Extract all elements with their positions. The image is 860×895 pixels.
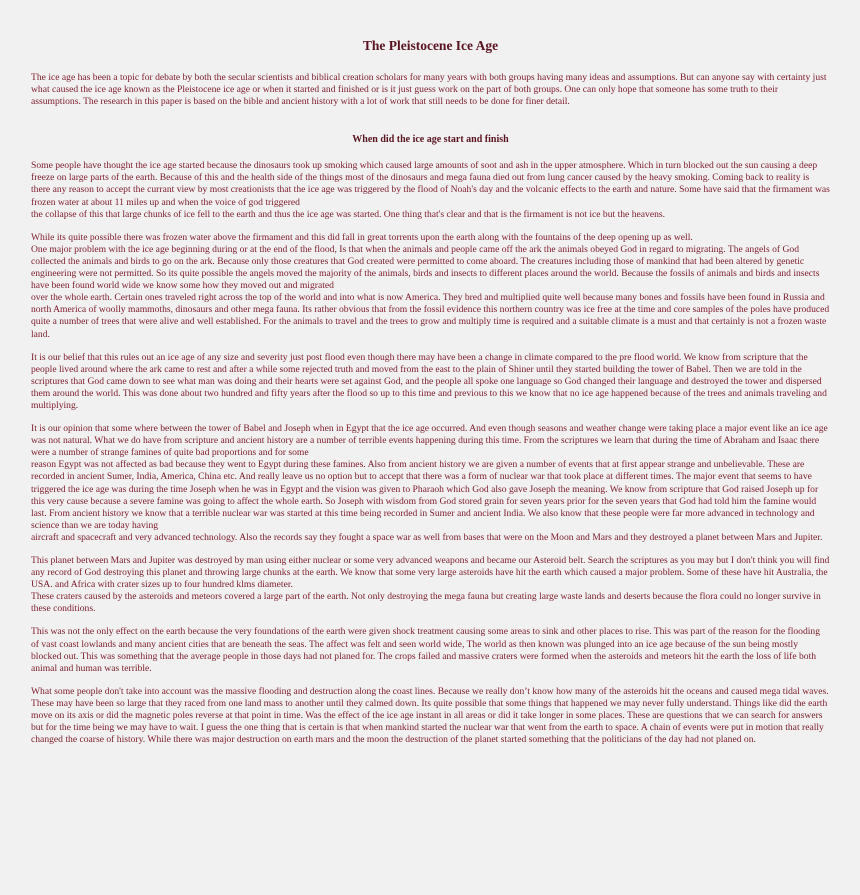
intro-paragraph: The ice age has been a topic for debate by both the secular scientists and biblical creation scholars for many years with both groups having many ideas and assumptions. But can anyone say with certainty just what caused the ice age known as the Pleistocene ice age or when it started and finished or is it just guess work on the part of both groups. One can only hope that someone has some truth to their assumptions. The research in this paper is based on the bible and ancient history with a lot of work that still needs to be done for finer detail. — [31, 72, 827, 108]
body-paragraph-5: This planet between Mars and Jupiter was destroyed by man using either nuclear or some very advanced weapons and became our Asteroid belt. Search the scriptures as you may but I don't think you will find any record of God destroying this planet and throwing large chunks at the earth. We know that some very large asteroids have hit the earth which caused a major problem. Some of these have hit Australia, the USA. and Africa with crater sizes up to four hundred klms diameter. These craters caused by the asteroids and meteors covered a large part of the earth. Not only destroying the mega fauna but creating large waste lands and deserts because the flora could no longer survive in these conditions. — [31, 555, 830, 615]
body-paragraph-4: It is our opinion that some where between the tower of Babel and Joseph when in Egypt that the ice age occurred. And even though seasons and weather change were taking place a major event like an ice age was not natural. What we do have from scripture and ancient history are a number of terrible events happening during this time. From the scriptures we learn that during the time of Abraham and Isaac there were a number of strange famines of quite bad proportions and for some reason Egypt was not affected as bad because they went to Egypt during these famines. Also from ancient history we are given a number of events that at first appear strange and unbelievable. These are recorded in ancient Sumer, India, America, China etc. And really leave us no option but to accept that there was a form of nuclear war that took place at different times. The major event that seems to have triggered the ice age was during the time Joseph when he was in Egypt and the vision was given to Pharaoh which God also gave Joseph the meaning. We know from scripture that God raised Joseph up for this very cause because a severe famine was going to affect the whole earth. So Joseph with wisdom from God stored grain for seven years prior for the seven years that God had told him the famine would last. From ancient history we know that a terrible nuclear war was started at this time being recorded in Sumer and ancient India. We also know that these people were far more advanced in technology and science than we are today having aircraft and spacecraft and very advanced technology. Also the records say they fought a space war as well from bases that were on the Moon and Mars and they destroyed a planet between Mars and Jupiter. — [31, 423, 828, 543]
body-paragraph-6: This was not the only effect on the earth because the very foundations of the earth were given shock treatment causing some areas to sink and other places to rise. This was part of the reason for the flooding of vast coast lowlands and many ancient cities that are beneath the seas. The affect was felt and seen world wide, The world as then known was plunged into an ice age because of the sun being mostly blocked out. This was something that the average people in those days had not planed for. The crops failed and massive craters were formed when the asteroids and meteors hit the earth the loss of life both animal and human was terrible. — [31, 626, 821, 674]
document-title: The Pleistocene Ice Age — [362, 38, 499, 53]
body-paragraph-1: Some people have thought the ice age started because the dinosaurs took up smoking which caused large amounts of soot and ash in the upper atmosphere. Which in turn blocked out the sun causing a deep freeze on large parts of the earth. Because of this and the health side of the things most of the dinosaurs and mega fauna died out from lung cancer caused by the heavy smoking. Coming back to reality is there any reason to accept the currant view by most creationists that the ice age was triggered by the flood of Noah's day and the volcanic effects to the earth and nature. Some have said that the firmament was frozen water at about 11 miles up and when the voice of god triggered the collapse of this that large chunks of ice fell to the earth and thus the ice age was started. One thing that's clear and that is the firmament is not ice but the heavens. — [31, 160, 830, 220]
body-paragraph-3: It is our belief that this rules out an ice age of any size and severity just post flood even though there may have been a change in climate compared to the pre flood world. We know from scripture that the people lived around where the ark came to rest and after a while some rejected truth and moved from the east to the plain of Shiner until they started building the tower of Babel. Then we are told in the scriptures that God came down to see what man was doing and their hearts were set against God, and the people all spoke one language so God changed their language and destroyed the tower and dispersed them around the world. This was done about two hundred and fifty years after the flood so up to this time and previous to this we know that no ice age happened because of the trees and animals traveling and multiplying. — [31, 351, 827, 411]
body-paragraph-7: What some people don't take into account was the massive flooding and destruction along the coast lines. Because we really don’t know how many of the asteroids hit the oceans and caused mega tidal waves. These may have been so large that they raced from one land mass to another until they calmed down. Its quite possible that some things that happened we may never fully understand. Things like did the earth move on its axis or did the magnetic poles reverse at that point in time. Was the effect of the ice age instant in all areas or did it take longer in some places. These are questions that we can search for answers but for the time being we may have to wait. I guess the one thing that is certain is that when mankind started the nuclear war that went from the earth to space. A chain of events were put in motion that really changed the coarse of history. While there was major destruction on earth mars and the moon the destruction of the planet started something that the politicians of the day had not planed on. — [31, 685, 829, 746]
section-heading: When did the ice age start and finish — [352, 134, 509, 146]
body-paragraph-2: While its quite possible there was frozen water above the firmament and this did fall in great torrents upon the earth along with the fountains of the deep opening up as well. One major problem with the ice age beginning during or at the end of the flood, Is that when the animals and people came off the ark the animals obeyed God in regard to migrating. The angels of God collected the animals and birds to go on the ark. Because only those creatures that God created were permitted to come aboard. The creatures including those of mankind that had been altered by genetic engineering were not permitted. So its quite possible the angels moved the majority of the animals, birds and insects to different places around the world. Because the fossils of animals and birds and insects have been found world wide we know some how they moved out and migrated over the whole earth. Certain ones traveled right across the top of the world and into what is now America. They bred and multiplied quite well because many bones and fossils have been found in Russia and north America of woolly mammoths, dinosaurs and other mega fauna. Its rather obvious that from the fossil evidence this northern country was ice free at the time and core samples of the poles have produced quite a number of trees that were alive and well established. For the animals to travel and the trees to grow and multiply time is required and a suitable climate is a must and that certainly is not a frozen waste land. — [31, 231, 830, 340]
